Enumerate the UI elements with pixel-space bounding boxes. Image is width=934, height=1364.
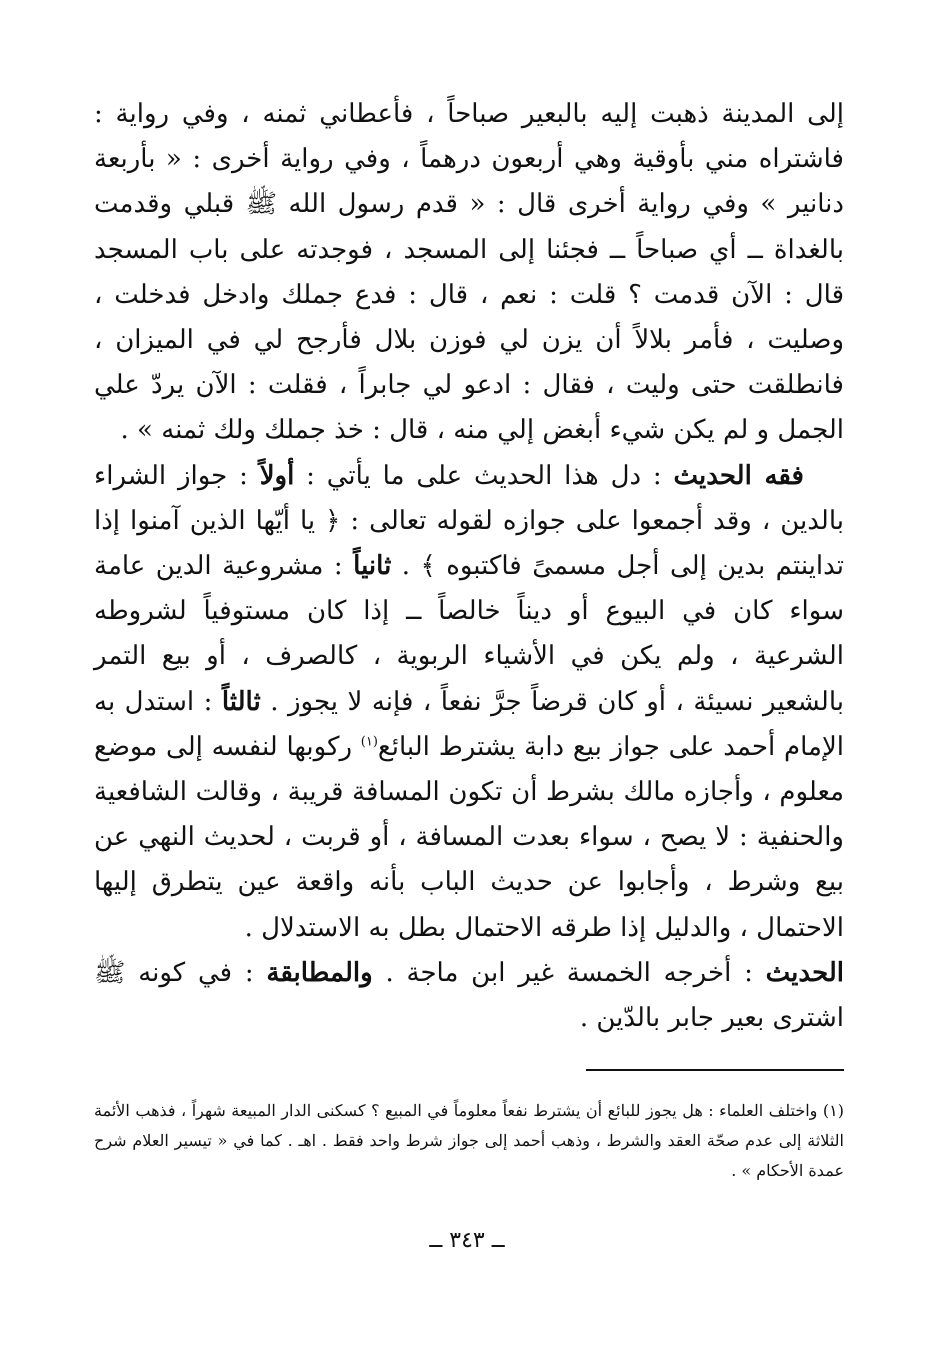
text-second: : مشروعية الدين عامة سواء كان في البيوع أو ديناً خالصاً ــ إذا كان مستوفياً لشروطه الشرعية ، ولم يكن في الأشياء الربوية ، كالصرف ، أو بيع التمر بالشعير نسيئة ، أو كان قرضاً جرَّ نفعاً ، فإنه لا يجوز . xyxy=(94,551,845,717)
heading-second: ثانياً xyxy=(353,551,392,582)
text-hadith-source: : أخرجه الخمسة غير ابن ماجة . xyxy=(372,957,766,988)
main-text xyxy=(94,92,844,1041)
heading-hadith: الحديث xyxy=(765,957,844,988)
heading-fiqh: فقه الحديث xyxy=(673,460,804,491)
paragraph-fiqh xyxy=(94,454,844,951)
footnote-separator xyxy=(586,1069,844,1071)
heading-first: أولاً xyxy=(259,460,295,491)
footnote: (١) واختلف العلماء : هل يجوز للبائع أن يشترط نفعاً معلوماً في المبيع ؟ كسكنى الدار المبيعة شهراً ، فذهب الأئمة الثلاثة إلى عدم صحّة العقد والشرط ، وذهب أحمد إلى جواز شرط واحد فقط . اهـ . كما في « تيسير العلام شرح عمدة الأحكام » . xyxy=(94,1101,845,1180)
text-first: : جواز الشراء بالدين ، وقد أجمعوا على جوازه لقوله تعالى : ﴿ يا أيّها الذين آمنوا إذا تداينتم بدين إلى أجل مسمىً فاكتبوه ﴾ . xyxy=(94,460,845,582)
text-third: : استدل به الإمام أحمد على جواز بيع دابة يشترط البائع xyxy=(94,686,844,762)
text-fiqh-intro: : دل هذا الحديث على ما يأتي : xyxy=(294,460,674,491)
heading-third: ثالثاً xyxy=(221,686,261,717)
text-third-continued: ركوبها لنفسه إلى موضع معلوم ، وأجازه مالك بشرط أن تكون المسافة قريبة ، وقالت الشافعية والحنفية : لا يصح ، سواء بعدت المسافة ، أو قربت ، لحديث النهي عن بيع وشرط ، وأجابوا عن حديث الباب بأنه واقعة عين يتطرق إليها الاحتمال ، والدليل إذا طرقه الاحتمال بطل به الاستدلال . xyxy=(94,731,844,943)
page-number: ــ ٣٤٣ ــ xyxy=(429,1228,505,1253)
paragraph-hadith-source xyxy=(94,951,844,1041)
paragraph-narration: إلى المدينة ذهبت إليه بالبعير صباحاً ، فأعطاني ثمنه ، وفي رواية : فاشتراه مني بأوقية وهي أربعون درهماً ، وفي رواية أخرى : « بأربعة دنانير » وفي رواية أخرى قال : « قدم رسول الله ﷺ قبلي وقدمت بالغداة ــ أي صباحاً ــ فجئنا إلى المسجد ، فوجدته على باب المسجد قال : الآن قدمت ؟ قلت : نعم ، قال : فدع جملك وادخل فدخلت ، وصليت ، فأمر بلالاً أن يزن لي فوزن بلال فأرجح لي في الميزان ، فانطلقت حتى وليت ، فقال : ادعو لي جابراً ، فقلت : الآن يردّ علي الجمل و لم يكن شيء أبغض إلي منه ، قال : خذ جملك ولك ثمنه » . xyxy=(94,99,844,446)
text-correspondence: : في كونه ﷺ اشترى بعير جابر بالدّين . xyxy=(94,957,844,1034)
footnote-reference[interactable]: (١) xyxy=(360,734,378,750)
heading-correspondence: والمطابقة xyxy=(266,957,373,988)
